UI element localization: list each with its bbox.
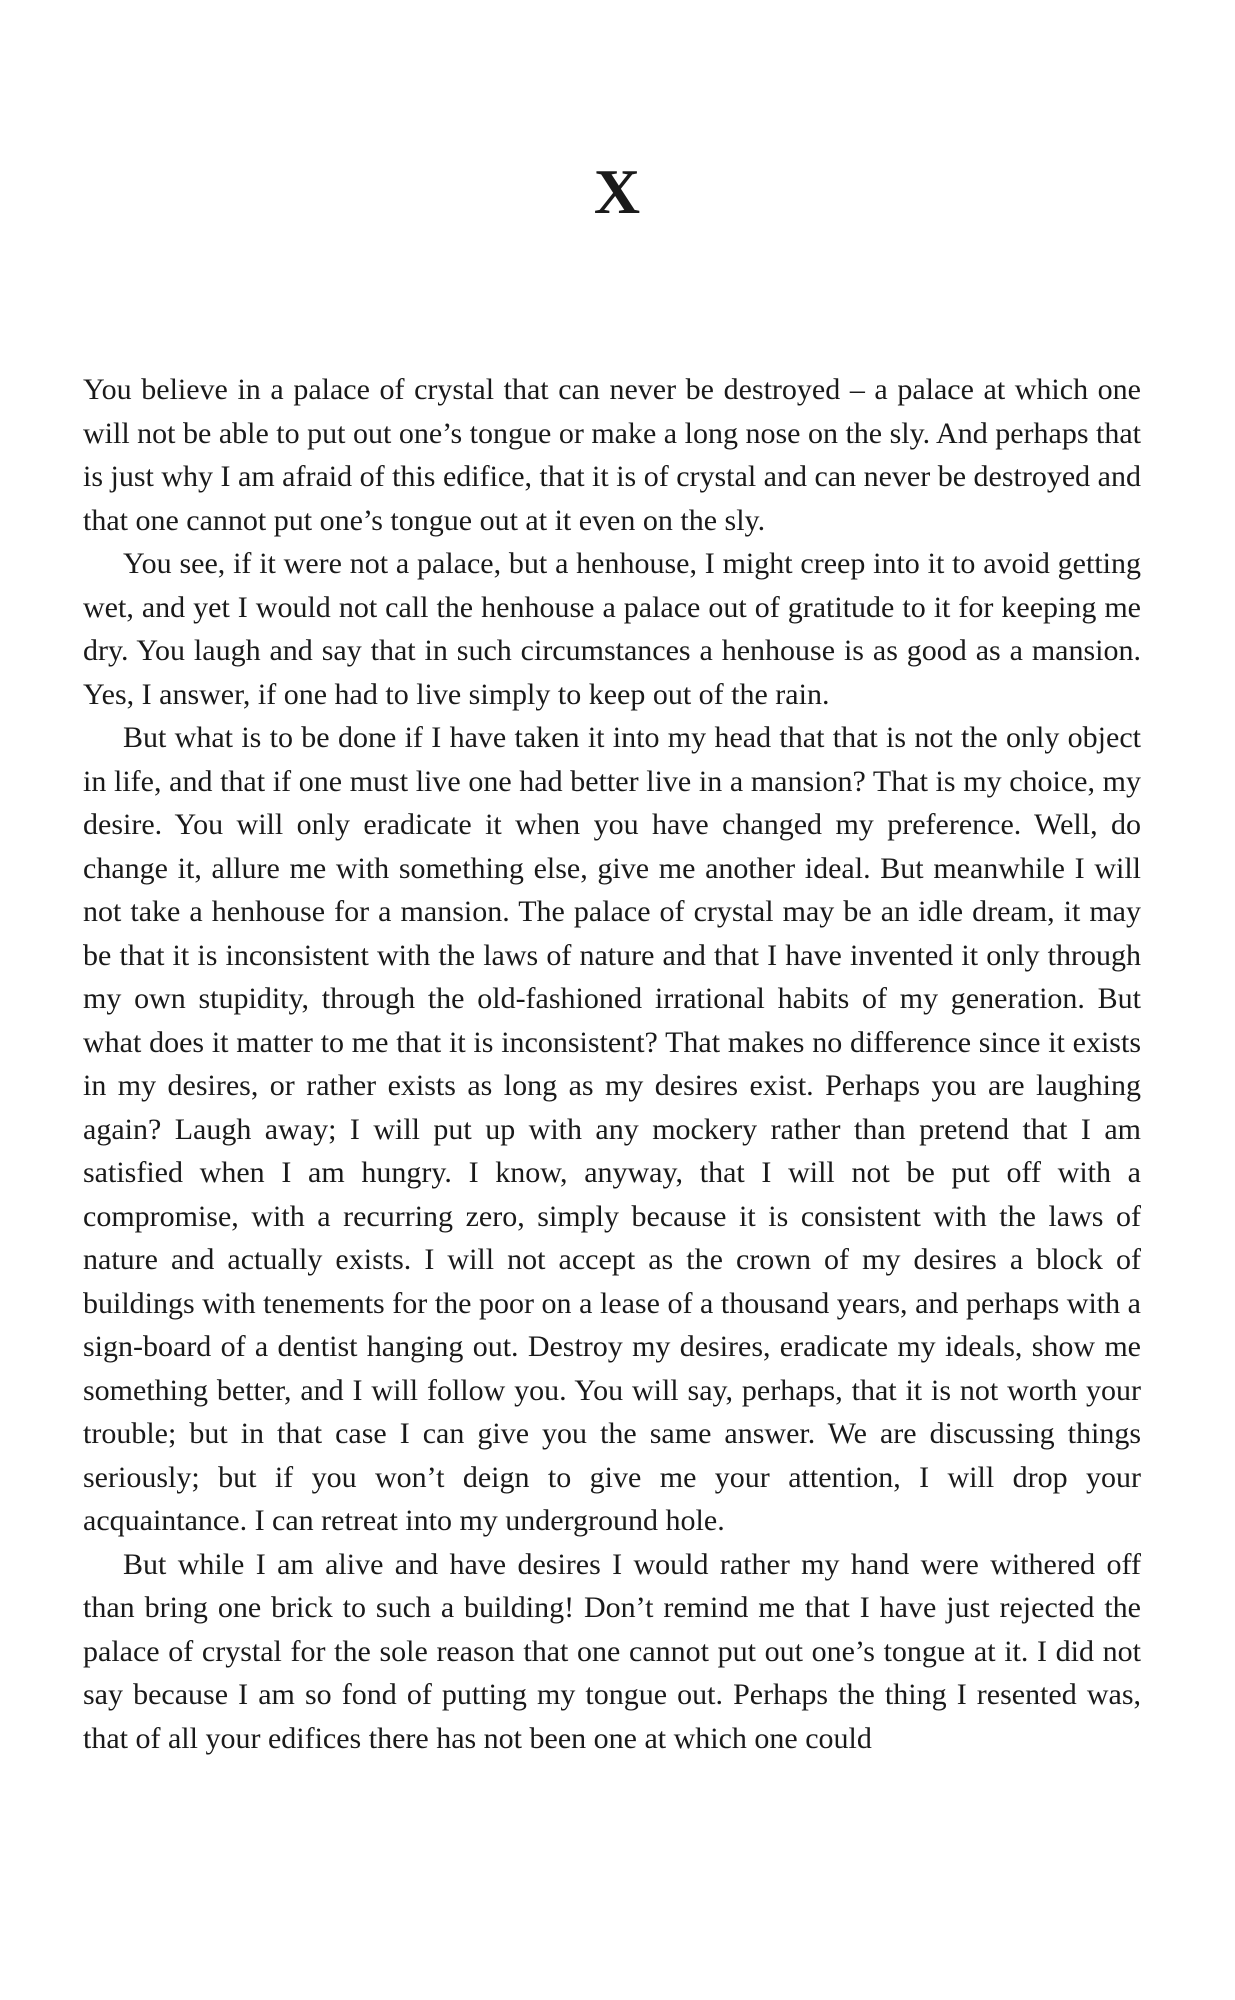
- chapter-heading: X: [593, 156, 642, 227]
- paragraph: You believe in a palace of crystal that can never be destroyed – a palace at which one will not be able to put out one’s tongue or make a long nose on the sly. And perhaps that is just why I am afraid of this edifice, that it is of crystal and can never be destroyed and that one cannot put one’s tongue out at it even on the sly.: [83, 373, 1141, 537]
- body-text: [83, 368, 1141, 1760]
- paragraph: You see, if it were not a palace, but a henhouse, I might creep into it to avoid getting wet, and yet I would not call the henhouse a palace out of gratitude to it for keeping me dry. You laugh and say that in such circumstances a henhouse is as good as a mansion. Yes, I answer, if one had to live simply to keep out of the rain.: [83, 547, 1141, 711]
- paragraph: But while I am alive and have desires I would rather my hand were withered off than bring one brick to such a building! Don’t remind me that I have just rejected the palace of crystal for the sole reason that one cannot put out one’s tongue at it. I did not say because I am so fond of putting my tongue out. Perhaps the thing I resented was, that of all your edifices there has not been one at which one could: [83, 1547, 1141, 1755]
- paragraph: But what is to be done if I have taken it into my head that that is not the only object in life, and that if one must live one had better live in a mansion? That is my choice, my desire. You will only eradicate it when you have changed my preference. Well, do change it, allure me with something else, give me another ideal. But meanwhile I will not take a henhouse for a mansion. The palace of crystal may be an idle dream, it may be that it is inconsistent with the laws of nature and that I have invented it only through my own stupidity, through the old-fashioned irrational habits of my generation. But what does it matter to me that it is inconsistent? That makes no difference since it exists in my desires, or rather exists as long as my desires exist. Perhaps you are laughing again? Laugh away; I will put up with any mockery rather than pretend that I am satisfied when I am hungry. I know, anyway, that I will not be put off with a compromise, with a recurring zero, simply because it is consistent with the laws of nature and actually exists. I will not accept as the crown of my desires a block of buildings with tenements for the poor on a lease of a thousand years, and perhaps with a sign-board of a dentist hanging out. Destroy my desires, eradicate my ideals, show me something better, and I will follow you. You will say, perhaps, that it is not worth your trouble; but in that case I can give you the same answer. We are discussing things seriously; but if you won’t deign to give me your attention, I will drop your acquaintance. I can retreat into my underground hole.: [83, 721, 1141, 1537]
